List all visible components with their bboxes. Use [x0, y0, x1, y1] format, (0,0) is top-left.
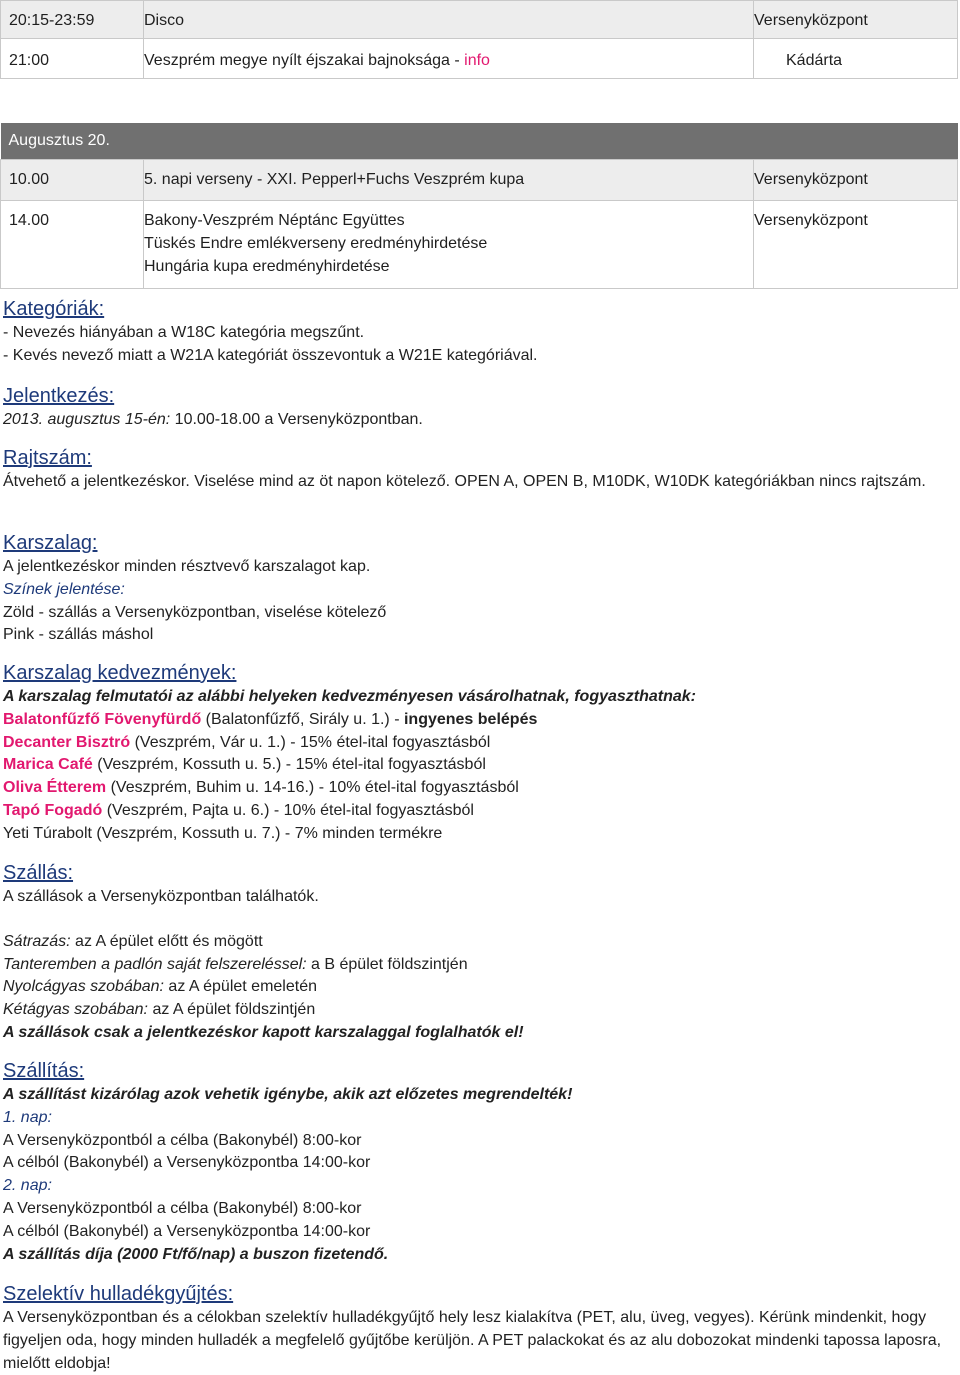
jelentkezes-text — [3, 409, 953, 432]
schedule-location: Versenyközpont — [754, 200, 958, 288]
szallitas-intro: A szállítást kizárólag azok vehetik igénybe, akik azt előzetes megrendelték! — [3, 1086, 573, 1103]
schedule-row — [1, 1, 958, 39]
schedule-time: 21:00 — [1, 39, 144, 79]
schedule-row — [1, 39, 958, 79]
day-header-row — [1, 123, 958, 159]
schedule-event-line: Bakony-Veszprém Néptánc Együttes — [144, 211, 405, 229]
kedvezmeny-name: Decanter Bisztró — [3, 733, 131, 751]
karszalag-line: Pink - szállás máshol — [3, 626, 154, 644]
schedule-location: Versenyközpont — [754, 159, 958, 200]
kedvezmeny-name: Balatonfűzfő Fövenyfürdő — [3, 710, 202, 728]
kedvezmenyek-heading: Karszalag kedvezmények: — [3, 662, 237, 684]
schedule-event-text: Veszprém megye nyílt éjszakai bajnoksága - — [144, 52, 465, 69]
szelektiv-text: A Versenyközpontban és a célokban szelektív hulladékgyűjtő hely lesz kialakítva (PET, alu, üveg, vegyes). Kérünk mindenkit, hogy figyeljen oda, hogy minden hulladék a megfelelő gyűjtőbe kerüljön. A PET palackokat és az alu dobozokat mindenki tapossa laposra, mielőtt eldobja! — [3, 1309, 942, 1372]
szallitas-fee: A szállítás díja (2000 Ft/fő/nap) a buszon fizetendő. — [3, 1245, 389, 1263]
szallas-note: A szállások csak a jelentkezéskor kapott karszalaggal foglalhatók el! — [3, 1023, 524, 1041]
kategoriak-line: - Nevezés hiányában a W18C kategória megszűnt. — [3, 324, 365, 341]
kedvezmeny-detail: (Veszprém, Vár u. 1.) - 15% étel-ital fogyasztásból — [130, 733, 491, 751]
karszalag-colors-label: Színek jelentése: — [3, 580, 125, 598]
rajtszam-section — [3, 445, 953, 494]
schedule-row — [1, 200, 958, 288]
jelentkezes-heading: Jelentkezés: — [3, 385, 115, 407]
kedvezmeny-item — [3, 709, 953, 732]
szallas-text: az A épület emeletén — [163, 978, 317, 996]
szallas-text: a B épület földszintjén — [306, 955, 468, 973]
kedvezmeny-item — [3, 800, 953, 823]
kedvezmeny-item — [3, 777, 953, 800]
szallitas-section — [3, 1058, 953, 1266]
szallitas-day-label: 2. nap: — [3, 1177, 52, 1195]
szallas-section — [3, 860, 953, 1045]
karszalag-line: Zöld - szállás a Versenyközpontban, viselése kötelező — [3, 603, 387, 621]
schedule-time: 20:15-23:59 — [1, 1, 144, 39]
kedvezmeny-detail: (Balatonfűzfő, Sirály u. 1.) - — [201, 710, 404, 728]
day-header: Augusztus 20. — [1, 123, 958, 159]
szallitas-line: A Versenyközpontból a célba (Bakonybél) 8:00-kor — [3, 1199, 362, 1217]
szallas-item — [3, 931, 953, 954]
schedule-row — [1, 159, 958, 200]
szallas-label: Nyolcágyas szobában: — [3, 978, 164, 996]
karszalag-line: A jelentkezéskor minden résztvevő karszalagot kap. — [3, 558, 371, 575]
szallas-item — [3, 976, 953, 999]
szallas-item — [3, 954, 953, 977]
szallas-text: az A épület földszintjén — [148, 1001, 316, 1019]
jelentkezes-date: 2013. augusztus 15-én: — [3, 411, 171, 428]
szallas-heading: Szállás: — [3, 862, 74, 884]
szelektiv-heading: Szelektív hulladékgyűjtés: — [3, 1283, 234, 1305]
rajtszam-text: Átvehető a jelentkezéskor. Viselése mind az öt napon kötelező. OPEN A, OPEN B, M10DK, W10DK kategóriákban nincs rajtszám. — [3, 473, 926, 490]
schedule-table — [0, 0, 958, 289]
szallas-label: Tanteremben a padlón saját felszereléssel: — [3, 955, 307, 973]
kategoriak-section — [3, 296, 953, 368]
jelentkezes-rest: 10.00-18.00 a Versenyközpontban. — [170, 411, 423, 428]
kedvezmeny-name: Oliva Étterem — [3, 779, 107, 797]
kedvezmeny-item — [3, 732, 953, 755]
schedule-event-line: Hungária kupa eredményhirdetése — [144, 257, 390, 275]
schedule-event — [144, 39, 754, 79]
szallitas-day-label: 1. nap: — [3, 1108, 52, 1126]
szallitas-line: A célból (Bakonybél) a Versenyközpontba 14:00-kor — [3, 1154, 371, 1172]
kategoriak-heading: Kategóriák: — [3, 298, 105, 320]
kedvezmeny-detail: (Veszprém, Kossuth u. 5.) - 15% étel-ital fogyasztásból — [92, 756, 486, 774]
schedule-event: 5. napi verseny - XXI. Pepperl+Fuchs Veszprém kupa — [144, 159, 754, 200]
szallitas-line: A célból (Bakonybél) a Versenyközpontba 14:00-kor — [3, 1222, 371, 1240]
jelentkezes-section — [3, 383, 953, 432]
szallas-label: Sátrazás: — [3, 932, 71, 950]
schedule-event: Disco — [144, 1, 754, 39]
szallitas-heading: Szállítás: — [3, 1060, 85, 1082]
kedvezmeny-detail: (Veszprém, Pajta u. 6.) - 10% étel-ital fogyasztásból — [102, 801, 474, 819]
karszalag-section — [3, 530, 953, 647]
kedvezmenyek-intro: A karszalag felmutatói az alábbi helyeken kedvezményesen vásárolhatnak, fogyaszthatnak: — [3, 688, 697, 705]
karszalag-heading: Karszalag: — [3, 532, 98, 554]
szallas-text: az A épület előtt és mögött — [70, 932, 263, 950]
rajtszam-heading: Rajtszám: — [3, 447, 92, 469]
kedvezmeny-detail: (Veszprém, Buhim u. 14-16.) - 10% étel-ital fogyasztásból — [106, 779, 519, 797]
schedule-event — [144, 200, 754, 288]
kategoriak-line: - Kevés nevező miatt a W21A kategóriát összevontuk a W21E kategóriával. — [3, 346, 538, 364]
schedule-event-line: Tüskés Endre emlékverseny eredményhirdetése — [144, 234, 488, 252]
schedule-location: Kádárta — [754, 39, 958, 79]
kedvezmeny-item: Yeti Túrabolt (Veszprém, Kossuth u. 7.) - 7% minden termékre — [3, 824, 443, 842]
kedvezmeny-name: Marica Café — [3, 756, 93, 774]
info-link[interactable]: info — [464, 52, 490, 69]
szallas-label: Kétágyas szobában: — [3, 1001, 148, 1019]
schedule-time: 10.00 — [1, 159, 144, 200]
szelektiv-section — [3, 1281, 953, 1375]
szallitas-line: A Versenyközpontból a célba (Bakonybél) 8:00-kor — [3, 1131, 362, 1149]
schedule-time: 14.00 — [1, 200, 144, 288]
szallas-line: A szállások a Versenyközpontban találhatók. — [3, 888, 319, 905]
kedvezmeny-name: Tapó Fogadó — [3, 801, 103, 819]
szallas-item — [3, 999, 953, 1022]
kedvezmeny-extra: ingyenes belépés — [403, 710, 538, 728]
kedvezmenyek-section — [3, 660, 953, 846]
kedvezmeny-item — [3, 754, 953, 777]
schedule-location: Versenyközpont — [754, 1, 958, 39]
